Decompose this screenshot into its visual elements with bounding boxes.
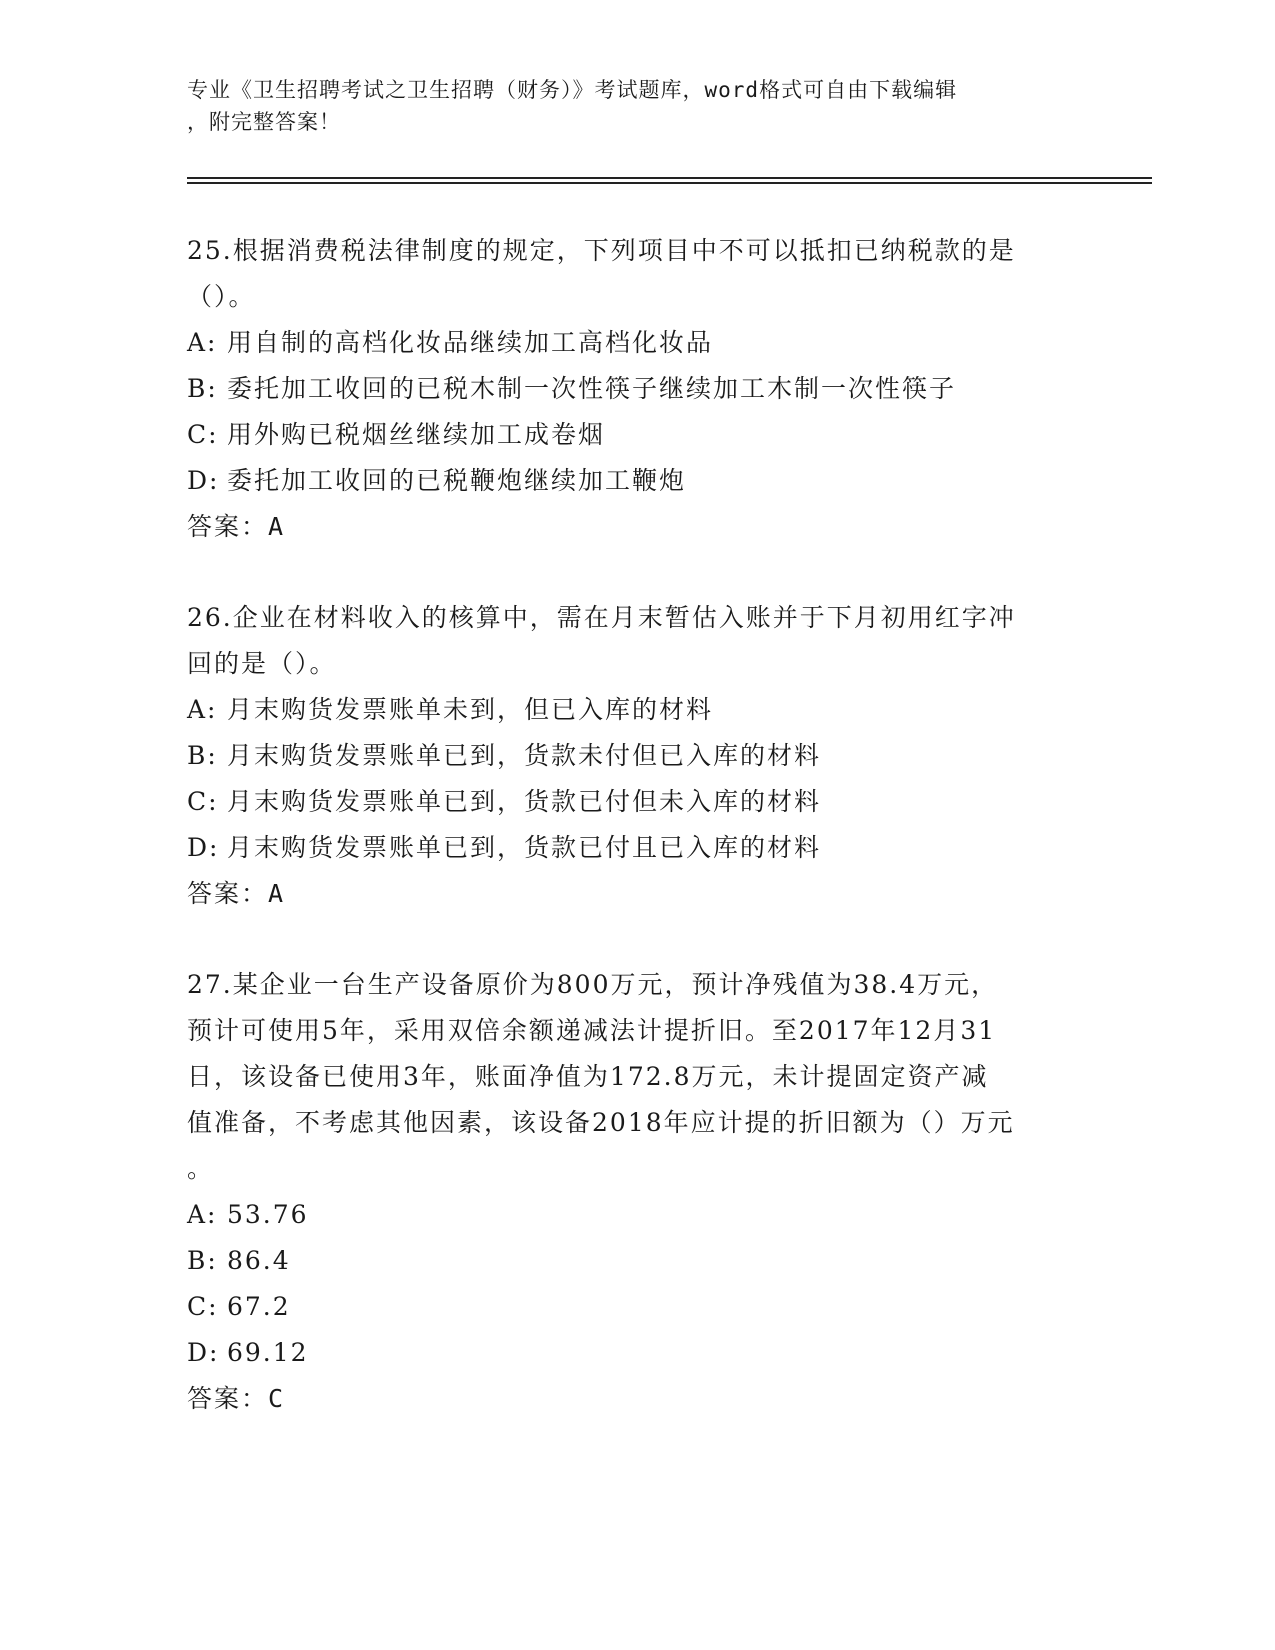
option-d [187, 1330, 1087, 1376]
question-stem-line: 日，该设备已使用3年，账面净值为172.8万元，未计提固定资产减 [187, 1062, 989, 1091]
option-text: 月末购货发票账单未到，但已入库的材料 [227, 695, 714, 724]
option-letter: A: [187, 1200, 218, 1229]
option-letter: B: [187, 1246, 218, 1275]
option-letter: D: [187, 1338, 220, 1367]
question-stem-line: 。 [187, 1154, 215, 1183]
option-a [187, 320, 1087, 366]
question-stem-line: 值准备，不考虑其他因素，该设备2018年应计提的折旧额为（）万元 [187, 1108, 1015, 1137]
option-b [187, 733, 1087, 779]
header-divider-bottom [187, 182, 1152, 184]
option-letter: B: [187, 741, 218, 770]
answer-label: 答案： [187, 512, 269, 541]
header-divider-top [187, 177, 1152, 179]
option-letter: A: [187, 328, 218, 357]
question-27 [187, 962, 1087, 1422]
option-letter: D: [187, 833, 220, 862]
option-b [187, 1238, 1087, 1284]
option-text: 月末购货发票账单已到，货款已付但未入库的材料 [227, 787, 822, 816]
answer-line [187, 871, 1087, 917]
option-text: 委托加工收回的已税木制一次性筷子继续加工木制一次性筷子 [227, 374, 957, 403]
option-d [187, 825, 1087, 871]
answer-value: A [268, 879, 286, 908]
option-a [187, 1192, 1087, 1238]
answer-label: 答案： [187, 879, 269, 908]
option-letter: B: [187, 374, 218, 403]
question-stem-line: 26.企业在材料收入的核算中，需在月末暂估入账并于下月初用红字冲 [187, 603, 1016, 632]
answer-line [187, 504, 1087, 550]
question-26 [187, 595, 1087, 917]
question-stem-line: （）。 [187, 282, 256, 311]
option-text: 委托加工收回的已税鞭炮继续加工鞭炮 [227, 466, 687, 495]
option-letter: A: [187, 695, 218, 724]
question-stem-line: 预计可使用5年，采用双倍余额递减法计提折旧。至2017年12月31 [187, 1016, 997, 1045]
option-letter: C: [187, 420, 219, 449]
option-letter: C: [187, 1292, 219, 1321]
header-line-2: ，附完整答案！ [187, 110, 341, 134]
option-text: 月末购货发票账单已到，货款已付且已入库的材料 [227, 833, 822, 862]
answer-line [187, 1376, 1087, 1422]
option-d [187, 458, 1087, 504]
option-c [187, 1284, 1087, 1330]
option-text: 月末购货发票账单已到，货款未付但已入库的材料 [227, 741, 822, 770]
option-letter: C: [187, 787, 219, 816]
question-stem-line: 27.某企业一台生产设备原价为800万元，预计净残值为38.4万元， [187, 970, 999, 999]
option-text: 69.12 [227, 1338, 309, 1367]
option-text: 86.4 [227, 1246, 291, 1275]
option-b [187, 366, 1087, 412]
question-25 [187, 228, 1087, 550]
option-a [187, 687, 1087, 733]
option-text: 用自制的高档化妆品继续加工高档化妆品 [227, 328, 714, 357]
answer-value: A [268, 512, 286, 541]
answer-value: C [268, 1384, 286, 1413]
header-line-1: 专业《卫生招聘考试之卫生招聘（财务）》考试题库，word格式可自由下载编辑 [187, 78, 958, 102]
question-stem-line: 回的是（）。 [187, 649, 337, 678]
option-c [187, 412, 1087, 458]
option-c [187, 779, 1087, 825]
option-text: 用外购已税烟丝继续加工成卷烟 [227, 420, 606, 449]
document-header [187, 74, 1067, 138]
option-text: 53.76 [227, 1200, 309, 1229]
question-stem-line: 25.根据消费税法律制度的规定，下列项目中不可以抵扣已纳税款的是 [187, 236, 1016, 265]
option-letter: D: [187, 466, 220, 495]
answer-label: 答案： [187, 1384, 269, 1413]
option-text: 67.2 [227, 1292, 291, 1321]
